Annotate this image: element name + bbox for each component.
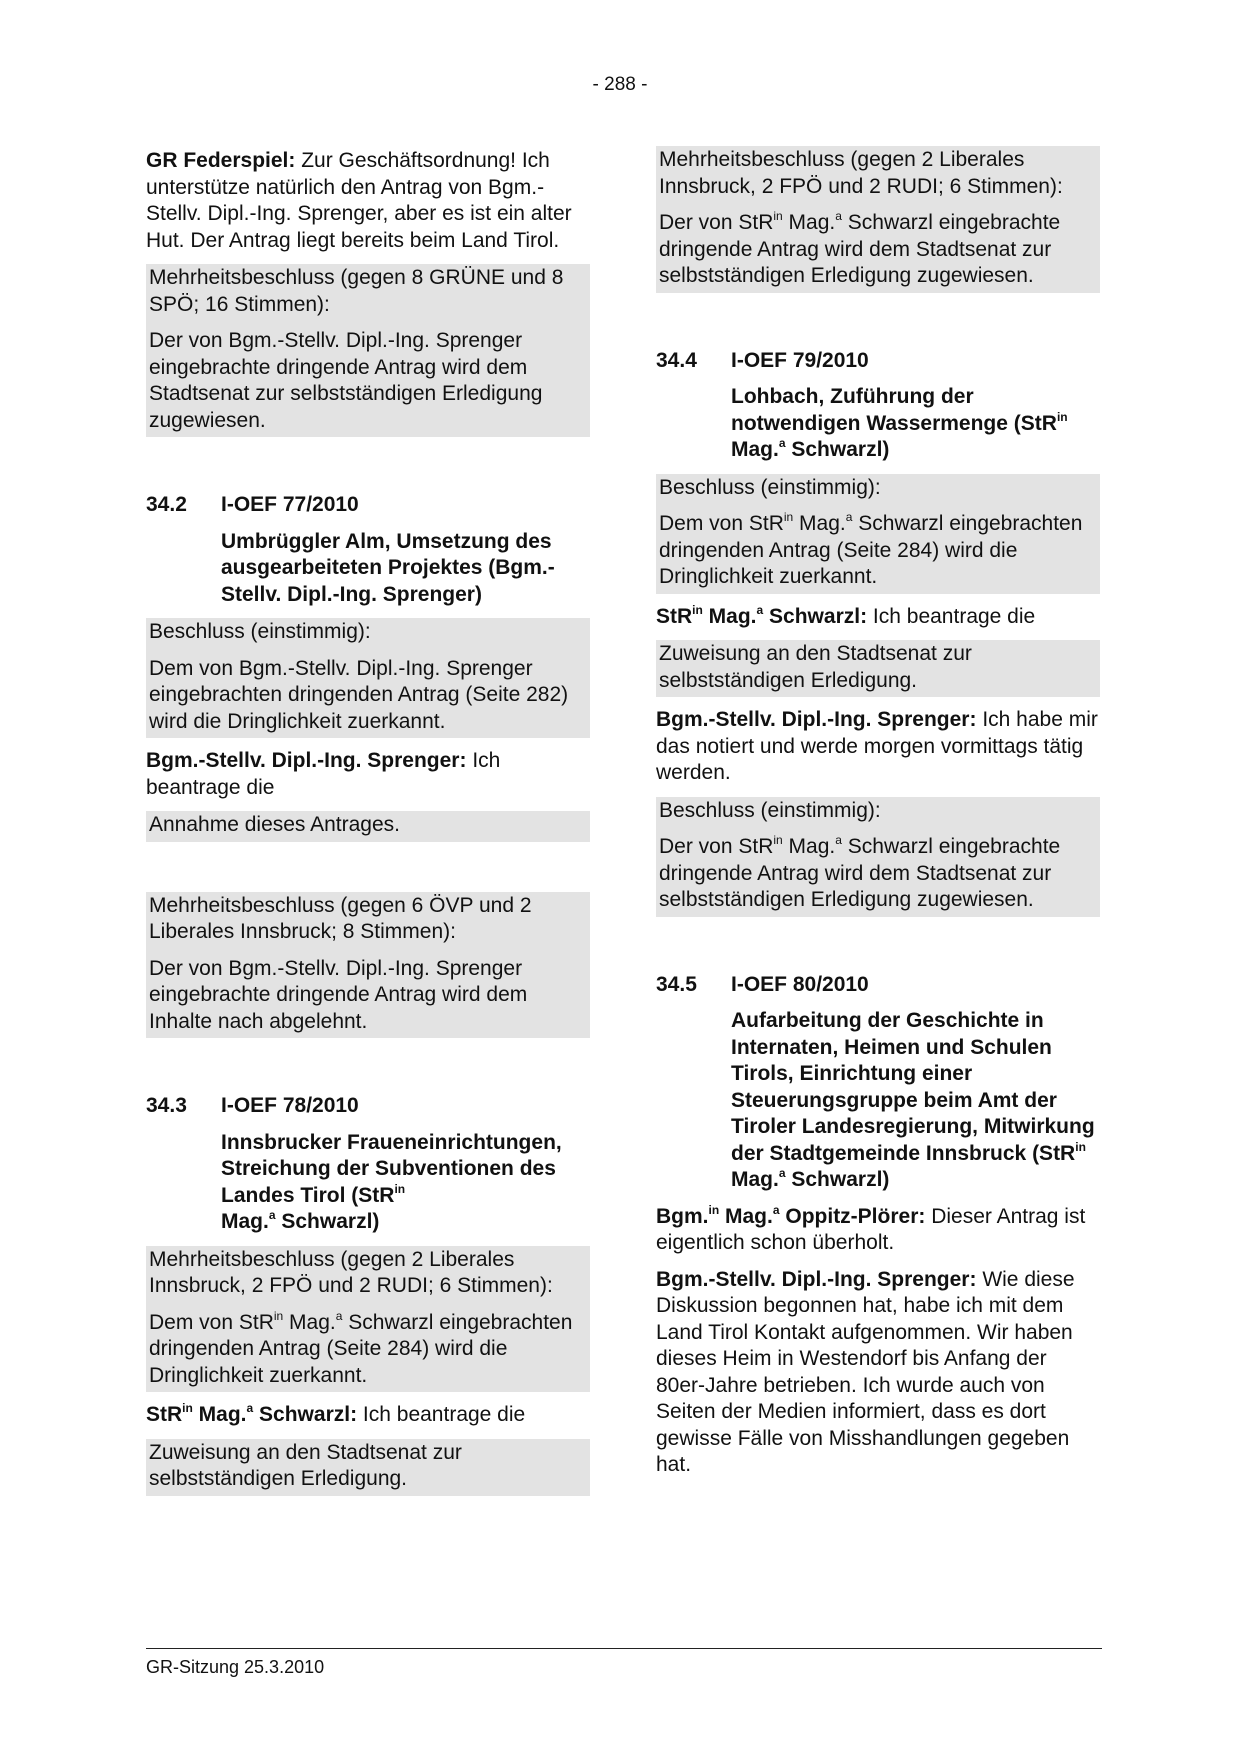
speaker-name: Bgm.-Stellv. Dipl.-Ing. Sprenger: — [656, 1267, 977, 1291]
page-number: - 288 - — [592, 74, 648, 95]
speech-schwarzl — [656, 604, 1100, 631]
footer-divider — [146, 1648, 1102, 1649]
request-text: Annahme dieses Antrages. — [149, 813, 400, 836]
speaker-name: StR$^{in}$ Mag.$^a$ Schwarzl: — [146, 1401, 358, 1426]
speaker-name: GR Federspiel: — [146, 149, 296, 172]
vote-result: Beschluss (einstimmig): — [659, 798, 881, 822]
resolution-box — [146, 1246, 590, 1393]
section-title: Umbrüggler Alm, Umsetzung des ausgearbeiteten Projektes (Bgm.-Stellv. Dipl.-Ing. Sprenger) — [221, 529, 555, 606]
resolution-text: Dem von StR$^{in}$ Mag.$^a$ Schwarzl eingebrachten dringenden Antrag (Seite 284) wird die Dringlichkeit zuerkannt. — [149, 1308, 573, 1387]
vote-result: Beschluss (einstimmig): — [149, 620, 371, 643]
section-number: 34.3 — [146, 1094, 187, 1117]
speech-sprenger — [656, 707, 1100, 787]
vote-result: Beschluss (einstimmig): — [659, 475, 881, 499]
speaker-name: StR$^{in}$ Mag.$^a$ Schwarzl: — [656, 602, 868, 628]
section-title: Lohbach, Zuführung der notwendigen Wassermenge (StR$^{in}$ Mag.$^a$ Schwarzl) — [731, 385, 1068, 461]
request-text: Zuweisung an den Stadtsenat zur selbstständigen Erledigung. — [659, 642, 972, 692]
speech-text: Zur Geschäftsordnung! Ich unterstütze natürlich den Antrag von Bgm.-Stellv. Dipl.-Ing. Sprenger, aber es ist ein alter Hut. Der Antrag liegt bereits beim Land Tirol. — [146, 149, 572, 252]
speech-text: Wie diese Diskussion begonnen hat, habe ich mit dem Land Tirol Kontakt aufgenommen. Wir haben dieses Heim in Westendorf bis Anfang der 80er-Jahre betrieben. Ich wurde auch von Seiten der Medien informiert, dass es dort gewisse Fälle von Misshandlungen gegeben hat. — [656, 1267, 1075, 1476]
section-heading-34-3 — [146, 1093, 590, 1120]
speech-schwarzl — [146, 1402, 590, 1429]
section-heading-34-5 — [656, 972, 1100, 999]
request-box — [146, 1439, 590, 1496]
resolution-box — [656, 797, 1100, 917]
section-title: Innsbrucker Fraueneinrichtungen, Streichung der Subventionen des Landes Tirol (StR$^{in}$ Mag.$^a$ Schwarzl) — [221, 1130, 562, 1233]
vote-result: Mehrheitsbeschluss (gegen 2 Liberales Innsbruck, 2 FPÖ und 2 RUDI; 6 Stimmen): — [659, 148, 1063, 198]
speech-text: Ich beantrage die — [362, 1403, 526, 1426]
resolution-text: Dem von StR$^{in}$ Mag.$^a$ Schwarzl eingebrachten dringenden Antrag (Seite 284) wird die Dringlichkeit zuerkannt. — [659, 510, 1083, 588]
section-number: 34.5 — [656, 972, 697, 996]
speech-sprenger — [146, 748, 590, 801]
speech-sprenger — [656, 1267, 1100, 1479]
resolution-text: Der von StR$^{in}$ Mag.$^a$ Schwarzl eingebrachte dringende Antrag wird dem Stadtsenat zur selbstständigen Erledigung zugewiesen. — [659, 833, 1061, 911]
section-ref: I-OEF 79/2010 — [731, 348, 869, 372]
speaker-name: Bgm.$^{in}$ Mag.$^a$ Oppitz-Plörer: — [656, 1202, 926, 1228]
resolution-box — [146, 892, 590, 1039]
resolution-text: Der von StR$^{in}$ Mag.$^a$ Schwarzl eingebrachte dringende Antrag wird dem Stadtsenat zur selbstständigen Erledigung zugewiesen. — [659, 209, 1061, 287]
request-box — [146, 811, 590, 842]
section-number: 34.2 — [146, 493, 187, 516]
speech-federspiel — [146, 148, 590, 254]
resolution-box — [656, 146, 1100, 293]
speaker-name: Bgm.-Stellv. Dipl.-Ing. Sprenger: — [656, 708, 977, 731]
section-ref: I-OEF 80/2010 — [731, 972, 869, 996]
section-ref: I-OEF 77/2010 — [221, 493, 359, 516]
vote-result: Mehrheitsbeschluss (gegen 6 ÖVP und 2 Liberales Innsbruck; 8 Stimmen): — [149, 893, 532, 943]
section-heading-34-2 — [146, 492, 590, 519]
speech-oppitz-ploerer — [656, 1204, 1100, 1257]
resolution-box — [146, 264, 590, 437]
right-column — [656, 146, 1100, 1489]
section-ref: I-OEF 78/2010 — [221, 1094, 359, 1117]
section-heading-34-4 — [656, 348, 1100, 375]
vote-result: Mehrheitsbeschluss (gegen 2 Liberales Innsbruck, 2 FPÖ und 2 RUDI; 6 Stimmen): — [149, 1247, 553, 1297]
speech-text: Ich habe mir das notiert und werde morgen vormittags tätig werden. — [656, 708, 1098, 784]
resolution-text: Der von Bgm.-Stellv. Dipl.-Ing. Sprenger eingebrachte dringende Antrag wird dem Stadtsenat zur selbstständigen Erledigung zugewiesen. — [149, 329, 543, 432]
resolution-box — [656, 474, 1100, 594]
vote-result: Mehrheitsbeschluss (gegen 8 GRÜNE und 8 SPÖ; 16 Stimmen): — [149, 266, 564, 316]
request-text: Zuweisung an den Stadtsenat zur selbstständigen Erledigung. — [149, 1440, 462, 1490]
speech-text: Ich beantrage die — [872, 604, 1036, 628]
speech-text: Dieser Antrag ist eigentlich schon überholt. — [656, 1204, 1086, 1254]
resolution-box — [146, 618, 590, 738]
speech-text: Ich beantrage die — [146, 749, 501, 799]
speaker-name: Bgm.-Stellv. Dipl.-Ing. Sprenger: — [146, 749, 467, 772]
footer-text: GR-Sitzung 25.3.2010 — [146, 1657, 325, 1677]
resolution-text: Der von Bgm.-Stellv. Dipl.-Ing. Sprenger eingebrachte dringende Antrag wird dem Inhalte nach abgelehnt. — [149, 956, 528, 1033]
section-title: Aufarbeitung der Geschichte in Internaten, Heimen und Schulen Tirols, Einrichtung einer Steuerungsgruppe beim Amt der Tiroler Landesregierung, Mitwirkung der Stadtgemeinde Innsbruck (StR$^{in}$ Mag.$^a$ Schwarzl) — [731, 1009, 1095, 1191]
section-number: 34.4 — [656, 348, 697, 372]
resolution-text: Dem von Bgm.-Stellv. Dipl.-Ing. Sprenger eingebrachten dringenden Antrag (Seite 282) wird die Dringlichkeit zuerkannt. — [149, 656, 569, 733]
left-column — [146, 148, 590, 1506]
request-box — [656, 640, 1100, 697]
